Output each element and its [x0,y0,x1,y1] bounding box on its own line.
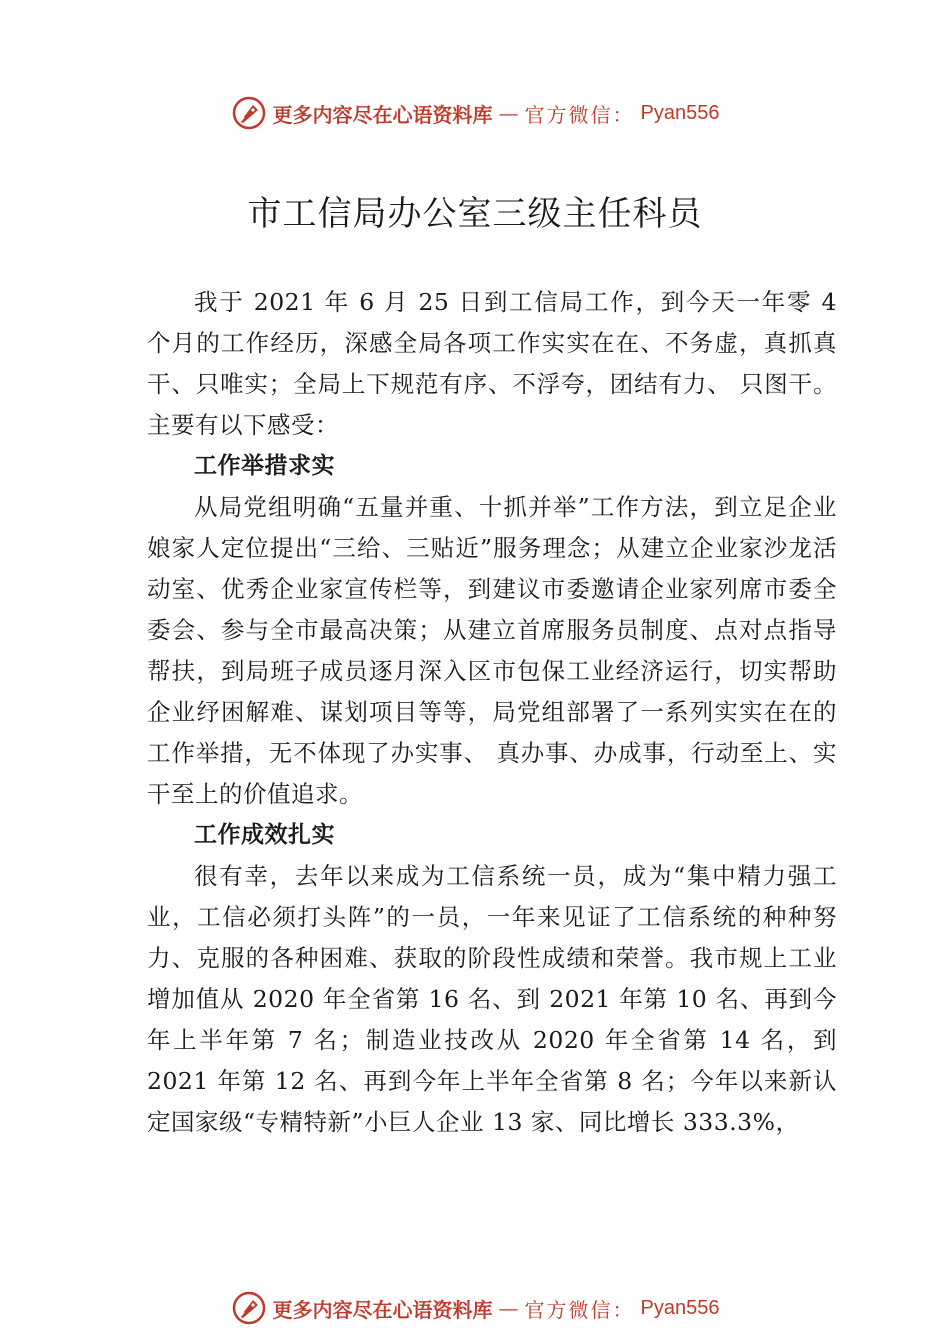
section-paragraph: 从局党组明确“五量并重、十抓并举”工作方法，到立足企业娘家人定位提出“三给、三贴近”服务理念；从建立企业家沙龙活动室、优秀企业家宣传栏等，到建议市委邀请企业家列席市委全委会、参与全市最高决策；从建立首席服务员制度、点对点指导帮扶，到局班子成员逐月深入区市包保工业经济运行，切实帮助企业纾困解难、谋划项目等等，局党组部署了一系列实实在在的工作举措，无不体现了办实事、 真办事、办成事，行动至上、实干至上的价值追求。 [147,493,837,808]
watermark-main-text: 更多内容尽在心语资料库 [272,102,493,127]
watermark-wechat-id: Pyan556 [640,1296,720,1319]
section-paragraph: 很有幸，去年以来成为工信系统一员，成为“集中精力强工业，工信必须打头阵”的一员，一年来见证了工信系统的种种努力、克服的各种困难、获取的阶段性成绩和荣誉。我市规上工业增加值从 2020 年全省第 16 名、到 2021 年第 10 名、再到今年上半年第 7 名；制造业技改从 2020 年全省第 14 名，到 2021 年第 12 名、再到今年上半年全省第 8 名；今年以来新认定国家级“专精特新”小巨人企业 13 家、同比增长 333.3%， [147,862,837,1136]
watermark-label: 官方微信： [524,1297,635,1322]
document-body [147,282,837,1143]
pen-nib-logo-icon [231,1290,267,1326]
section-heading: 工作举措求实 [194,453,335,479]
watermark-label: 官方微信： [524,102,635,127]
section-heading: 工作成效扎实 [194,822,335,848]
watermark-banner-bottom [0,1290,950,1326]
document-title: 市工信局办公室三级主任科员 [247,194,703,234]
watermark-separator: — [498,101,519,125]
pen-nib-logo-icon [231,95,267,131]
watermark-wechat-id: Pyan556 [640,101,720,124]
watermark-main-text: 更多内容尽在心语资料库 [272,1297,493,1322]
intro-paragraph: 我于 2021 年 6 月 25 日到工信局工作，到今天一年零 4 个月的工作经历，深感全局各项工作实实在在、不务虚，真抓真干、只唯实；全局上下规范有序、不浮夸，团结有力、 只图干。主要有以下感受： [147,288,837,439]
watermark-banner-top [0,95,950,131]
watermark-separator: — [498,1296,519,1320]
